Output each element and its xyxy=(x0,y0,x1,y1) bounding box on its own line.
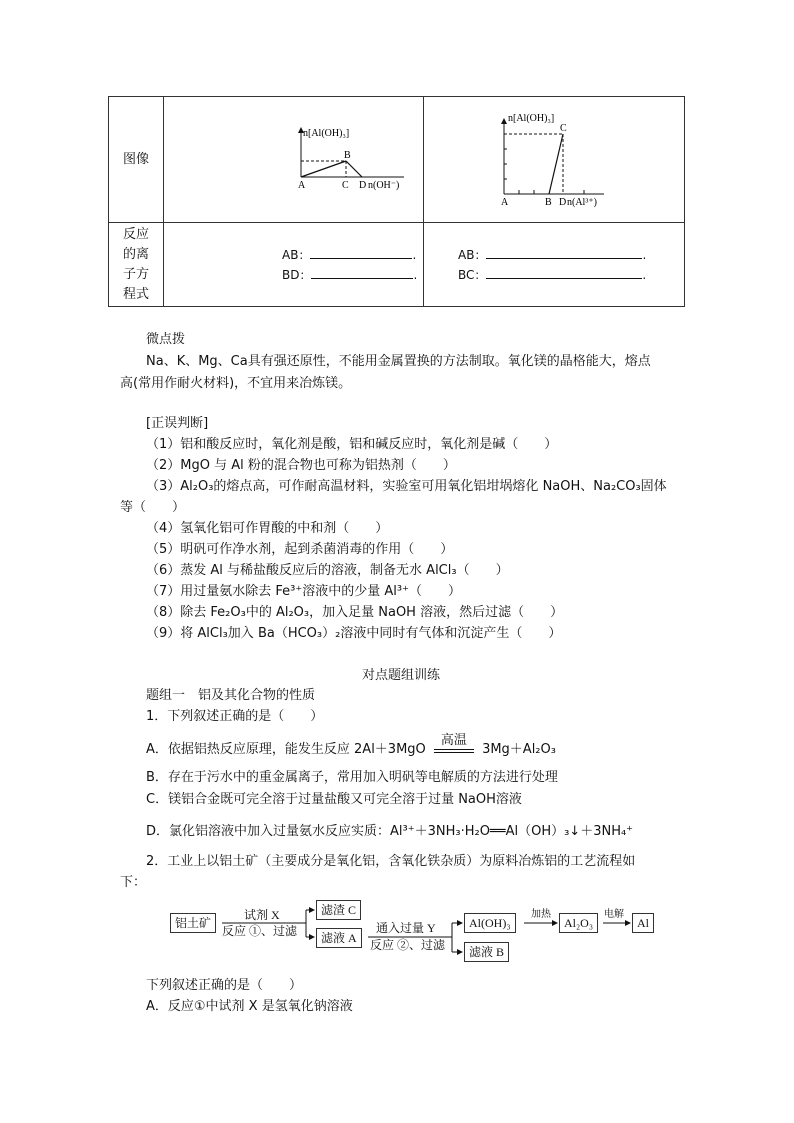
flow-al-box: Al xyxy=(632,913,654,933)
judge-item-8: （8）除去 Fe₂O₃中的 Al₂O₃，加入足量 NaOH 溶液，然后过滤（ ） xyxy=(146,605,564,620)
judge-item-2: （2）MgO 与 Al 粉的混合物也可称为铝热剂（ ） xyxy=(146,458,456,473)
left-eq-bd: BD： . xyxy=(282,267,418,282)
left-eq-ab: AB： . xyxy=(282,247,417,262)
flow-step1: 反应 ①、过滤 xyxy=(222,924,298,938)
judge-title: [正误判断] xyxy=(146,416,209,431)
option-1b: B．存在于污水中的重金属离子，常用加入明矾等电解质的方法进行处理 xyxy=(146,770,558,785)
row-label-equation: 反应 的离 子方 程式 xyxy=(109,223,164,307)
flow-ore-box: 铝土矿 xyxy=(170,913,216,933)
right-xlabel: n(Al³⁺) xyxy=(567,197,597,208)
right-eq-bc: BC： . xyxy=(458,267,647,282)
left-xlabel: n(OH⁻) xyxy=(368,180,400,191)
left-point-d: D xyxy=(359,180,367,191)
left-point-b: B xyxy=(344,150,351,161)
option-1a: A．依据铝热反应原理，能发生反应 2Al＋3MgO 高温 3Mg＋Al₂O₃ xyxy=(146,738,556,757)
judge-item-4: （4）氢氧化铝可作胃酸的中和剂（ ） xyxy=(146,521,389,536)
tip-line1: Na、K、Mg、Ca具有强还原性，不能用金属置换的方法制取。氧化镁的晶格能大，熔点 xyxy=(146,354,651,369)
judge-item-7: （7）用过量氨水除去 Fe³⁺溶液中的少量 Al³⁺（ ） xyxy=(146,584,461,599)
question-2-line1: 2．工业上以铝土矿（主要成分是氧化铝，含氧化铁杂质）为原料冶炼铝的工艺流程如 xyxy=(146,854,636,869)
flow-filtrate-a-box: 滤液 A xyxy=(316,928,362,948)
flow-electrolysis: 电解 xyxy=(604,909,624,920)
judge-item-5: （5）明矾可作净水剂，起到杀菌消毒的作用（ ） xyxy=(146,542,454,557)
flow-reagent-x: 试剂 X xyxy=(244,908,280,922)
flow-filtrate-b-box: 滤液 B xyxy=(464,942,509,962)
judge-item-9: （9）将 AlCl₃加入 Ba（HCO₃）₂溶液中同时有气体和沉淀产生（ ） xyxy=(146,626,562,641)
right-eq-ab: AB： . xyxy=(458,247,647,262)
section-title: 对点题组训练 xyxy=(362,668,441,683)
option-1c: C．镁铝合金既可完全溶于过量盐酸又可完全溶于过量 NaOH溶液 xyxy=(146,792,522,807)
right-ylabel: n[Al(OH)₃] xyxy=(508,113,555,124)
tip-title: 微点拨 xyxy=(146,332,186,347)
flow-pass-y: 通入过量 Y xyxy=(376,921,436,935)
option-2a: A．反应①中试剂 X 是氢氧化钠溶液 xyxy=(146,999,353,1014)
left-point-c: C xyxy=(342,180,349,191)
group-title: 题组一 铝及其化合物的性质 xyxy=(146,688,316,703)
flow-aloh3-box: Al(OH)₃ xyxy=(464,913,516,933)
judge-item-1: （1）铝和酸反应时，氧化剂是酸，铝和碱反应时，氧化剂是碱（ ） xyxy=(146,437,558,452)
judge-item-3: （3）Al₂O₃的熔点高，可作耐高温材料，实验室可用氧化铝坩埚熔化 NaOH、Na₂CO₃固体 xyxy=(146,479,667,494)
question-1: 1．下列叙述正确的是（ ） xyxy=(146,709,324,724)
flow-heat: 加热 xyxy=(531,909,551,920)
judge-item-6: （6）蒸发 Al 与稀盐酸反应后的溶液，制备无水 AlCl₃（ ） xyxy=(146,563,509,578)
question-2-tail: 下列叙述正确的是（ ） xyxy=(146,978,303,993)
flow-al2o3-box: Al₂O₃ xyxy=(559,913,598,933)
tip-line2: 高(常用作耐火材料)，不宜用来冶炼镁。 xyxy=(120,376,352,391)
right-point-c: C xyxy=(560,123,567,134)
left-point-a: A xyxy=(298,180,306,191)
right-point-a: A xyxy=(501,197,509,208)
right-point-b: B xyxy=(545,197,552,208)
row-label-image: 图像 xyxy=(109,97,164,223)
right-point-d: D xyxy=(559,197,567,208)
judge-item-3-cont: 等（ ） xyxy=(120,500,186,515)
condition-high-temp: 高温 xyxy=(440,733,467,748)
flow-step2: 反应 ②、过滤 xyxy=(370,938,446,952)
flow-residue-c-box: 滤渣 C xyxy=(316,900,361,920)
left-ylabel: n[Al(OH)₃] xyxy=(303,128,350,139)
question-2-line2: 下： xyxy=(120,875,147,890)
option-1d: D．氯化铝溶液中加入过量氨水反应实质：Al³⁺＋3NH₃·H₂O══Al（OH）₃↓＋3NH₄⁺ xyxy=(146,824,634,839)
